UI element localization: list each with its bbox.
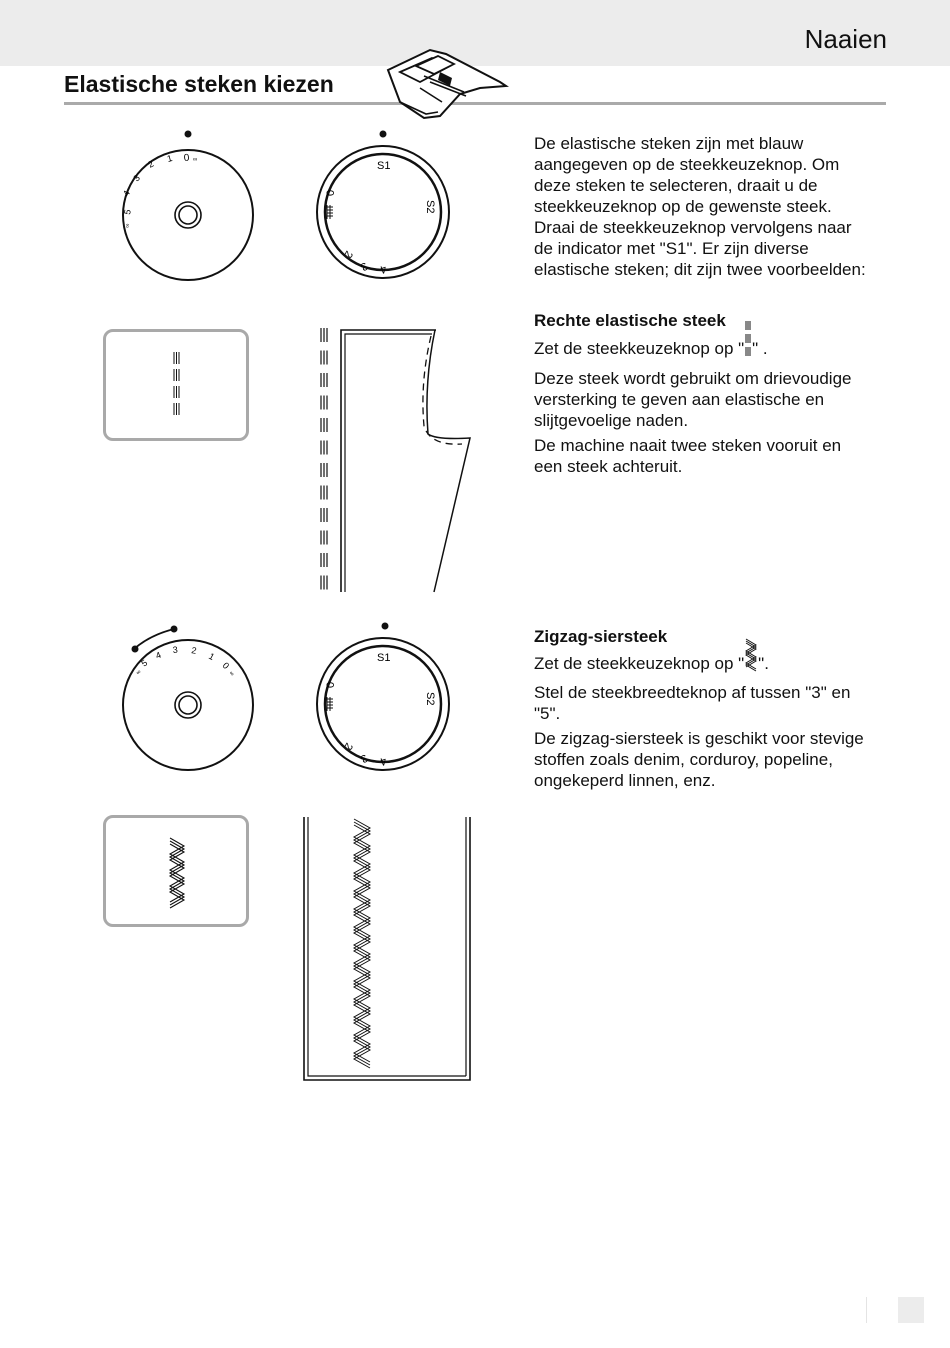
page-title: Elastische steken kiezen — [64, 71, 334, 97]
zigzag-stitch-line — [354, 819, 370, 1068]
stitch-display-zigzag — [103, 815, 249, 927]
svg-text:∞: ∞ — [125, 223, 132, 229]
range-end-dot — [171, 626, 178, 633]
dial-label-s2: S2 — [424, 692, 436, 706]
zigzag-stitch-description: De zigzag-siersteek is geschikt voor stevige stoffen zoals denim, corduroy, popeline, ongekeperd linnen, enz. — [534, 729, 864, 790]
intro-line: steekkeuzeknop op de gewenste steek. — [534, 197, 832, 216]
triple-zigzag-stitch-icon — [170, 838, 184, 908]
stitch-width-dial-zigzag — [110, 615, 270, 780]
stitch-selector-dial-zigzag — [305, 615, 465, 780]
dial-label-4: 4 — [378, 262, 389, 276]
stitch-display-straight — [103, 329, 249, 441]
dial-label-1: 1 — [165, 152, 174, 164]
dial-label-4: 4 — [154, 649, 163, 661]
svg-text:∞: ∞ — [193, 157, 198, 163]
zigzag-stitch-section — [534, 626, 894, 795]
range-start-dot — [132, 646, 139, 653]
zigzag-stitch-heading: Zigzag-siersteek — [534, 627, 668, 646]
intro-line: deze steken te selecteren, draait u de — [534, 176, 818, 195]
straight-stitch-heading: Rechte elastische steek — [534, 311, 726, 330]
zigzag-stitch-width-instruction: Stel de steekbreedteknop af tussen "3" en "5". — [534, 683, 851, 723]
straight-stitch-section — [534, 310, 894, 481]
straight-stitch-description: Deze steek wordt gebruikt om drievoudige versterking te geven aan elastische en slijtgevoelige naden. — [534, 369, 852, 430]
fabric-zigzag-stitch-illustration — [300, 815, 475, 1090]
intro-line: aangegeven op de steekkeuzeknop. Om — [534, 155, 840, 174]
intro-line: Draai de steekkeuzeknop vervolgens naar — [534, 218, 852, 237]
dial-label-5: 5 — [122, 208, 133, 216]
triple-straight-stitch-icon — [174, 352, 179, 415]
intro-text — [534, 133, 894, 280]
dial-label-0: 0 — [220, 660, 232, 671]
fabric-straight-stitch-illustration — [312, 322, 482, 602]
dial-label-1: 1 — [207, 650, 217, 663]
dial-label-0: 0 — [325, 681, 337, 688]
dial-label-4: 4 — [120, 188, 133, 198]
triple-zigzag-stitch-icon — [744, 651, 758, 678]
footer-divider — [866, 1297, 867, 1323]
dial-label-s1: S1 — [377, 652, 391, 664]
dial-label-2: 2 — [146, 158, 156, 170]
intro-line: elastische steken; dit zijn twee voorbeelden: — [534, 260, 866, 279]
indicator-dot — [380, 131, 387, 138]
dial-label-2: 2 — [341, 740, 355, 752]
svg-text:∞: ∞ — [135, 669, 143, 677]
section-title: Naaien — [804, 24, 887, 54]
dial-label-5: 5 — [139, 657, 150, 669]
presser-foot-icon — [380, 42, 510, 127]
stitch-selector-dial — [305, 124, 465, 289]
triple-straight-stitch-icon — [744, 335, 752, 364]
dial-label-s1: S1 — [377, 160, 391, 172]
stitch-width-dial — [110, 124, 270, 289]
indicator-dot — [382, 623, 389, 630]
dial-label-3: 3 — [358, 751, 370, 765]
page-number-tab — [898, 1297, 924, 1323]
dial-label-s2: S2 — [424, 200, 436, 214]
dial-label-0: 0 — [183, 152, 190, 164]
dial-label-0: 0 — [325, 189, 337, 196]
straight-stitch-instruction: Zet de steekkeuzeknop op " " . — [534, 335, 894, 364]
dial-label-3: 3 — [358, 259, 370, 273]
svg-text:∞: ∞ — [227, 670, 235, 678]
dial-label-3: 3 — [131, 172, 142, 184]
dial-label-2: 2 — [190, 645, 198, 656]
dial-label-2: 2 — [341, 248, 355, 260]
intro-line: de indicator met "S1". Er zijn diverse — [534, 239, 809, 258]
intro-line: De elastische steken zijn met blauw — [534, 134, 804, 153]
dial-label-3: 3 — [172, 644, 179, 655]
zigzag-stitch-instruction: Zet de steekkeuzeknop op " ". — [534, 651, 894, 678]
indicator-dot — [185, 131, 192, 138]
straight-stitch-note: De machine naait twee steken vooruit en een steek achteruit. — [534, 436, 842, 476]
dial-label-4: 4 — [378, 754, 389, 768]
